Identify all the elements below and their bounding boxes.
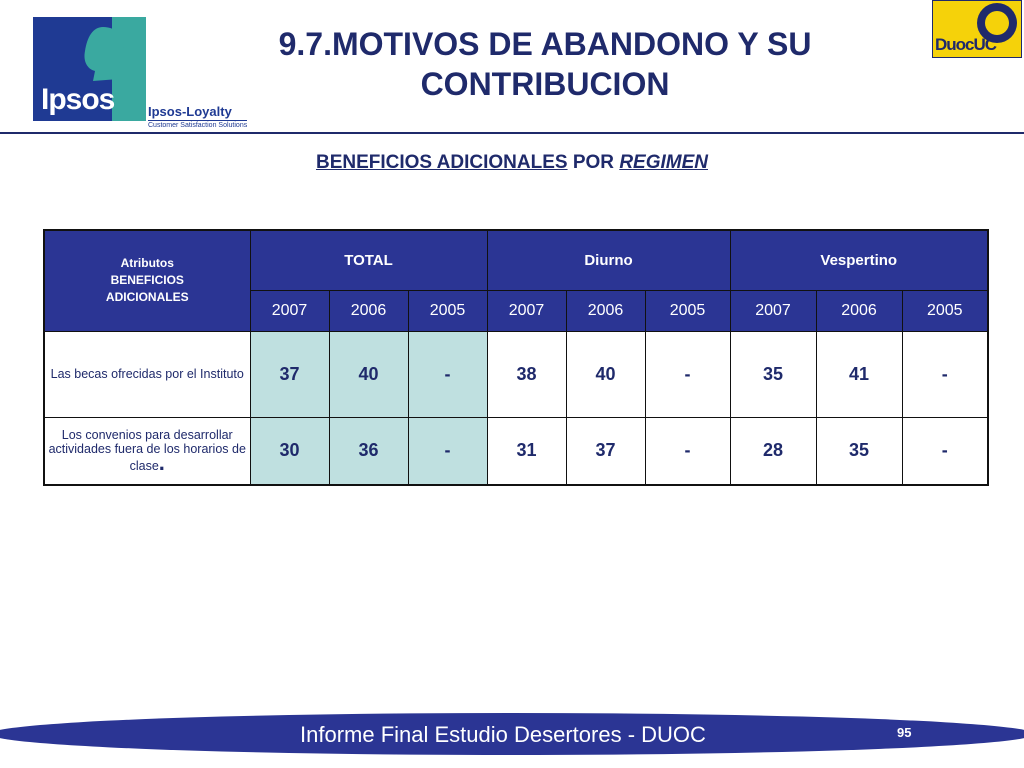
table-cell: - — [645, 417, 730, 485]
subtitle-part-3: REGIMEN — [619, 152, 708, 173]
attr-header-line-3: ADICIONALES — [105, 290, 189, 305]
ipsos-logo-text: Ipsos — [41, 83, 115, 116]
table-cell: 31 — [487, 417, 566, 485]
subtitle-part-2: POR — [567, 152, 620, 173]
ipsos-logo — [33, 17, 146, 121]
table-cell: - — [645, 331, 730, 417]
table-row — [44, 331, 988, 417]
title-line-1: 9.7.MOTIVOS DE ABANDONO Y SU — [278, 26, 812, 62]
duoc-logo — [932, 0, 1022, 58]
loyalty-name: Ipsos-Loyalty — [148, 104, 232, 119]
year-header: 2006 — [816, 290, 902, 331]
title-line-2: CONTRIBUCION — [420, 66, 670, 102]
table-cell: 37 — [566, 417, 645, 485]
year-header: 2005 — [408, 290, 487, 331]
year-header: 2007 — [250, 290, 329, 331]
table-cell: 38 — [487, 331, 566, 417]
header-row-groups — [44, 230, 988, 290]
table-cell: 37 — [250, 331, 329, 417]
group-header-diurno: Diurno — [487, 230, 730, 290]
year-header: 2007 — [730, 290, 816, 331]
row-label-text: Los convenios para desarrollar actividades fuera de los horarios de clase — [48, 428, 246, 474]
year-header: 2005 — [645, 290, 730, 331]
table-cell: - — [408, 331, 487, 417]
table-cell: - — [902, 417, 988, 485]
ipsos-loyalty-logo — [148, 104, 247, 129]
group-header-total: TOTAL — [250, 230, 487, 290]
table-cell: 35 — [816, 417, 902, 485]
section-subtitle — [0, 152, 1024, 174]
table-cell: 40 — [329, 331, 408, 417]
row-label-period: . — [158, 450, 165, 476]
table-cell: 30 — [250, 417, 329, 485]
page-number: 95 — [897, 725, 912, 740]
year-header: 2006 — [329, 290, 408, 331]
table-cell: 35 — [730, 331, 816, 417]
data-table — [43, 229, 989, 486]
table-cell: 40 — [566, 331, 645, 417]
attr-header-line-1: Atributos — [120, 256, 174, 271]
row-label: Las becas ofrecidas por el Instituto — [44, 331, 250, 417]
table-cell: - — [408, 417, 487, 485]
row-label — [44, 417, 250, 485]
subtitle-part-1: BENEFICIOS ADICIONALES — [315, 152, 568, 173]
attributes-header — [44, 230, 250, 331]
header-divider — [0, 132, 1024, 134]
table-cell: 28 — [730, 417, 816, 485]
duoc-logo-text: DuocUC — [935, 35, 997, 54]
table-cell: - — [902, 331, 988, 417]
profile-head-icon — [73, 23, 133, 85]
table-row — [44, 417, 988, 485]
group-header-vespertino: Vespertino — [730, 230, 988, 290]
loyalty-tagline: Customer Satisfaction Solutions — [148, 122, 248, 129]
page-title — [250, 24, 840, 104]
footer-text: Informe Final Estudio Desertores - DUOC — [300, 722, 706, 747]
table-cell: 41 — [816, 331, 902, 417]
attr-header-line-2: BENEFICIOS — [110, 273, 184, 288]
year-header: 2007 — [487, 290, 566, 331]
year-header: 2005 — [902, 290, 988, 331]
table-cell: 36 — [329, 417, 408, 485]
year-header: 2006 — [566, 290, 645, 331]
